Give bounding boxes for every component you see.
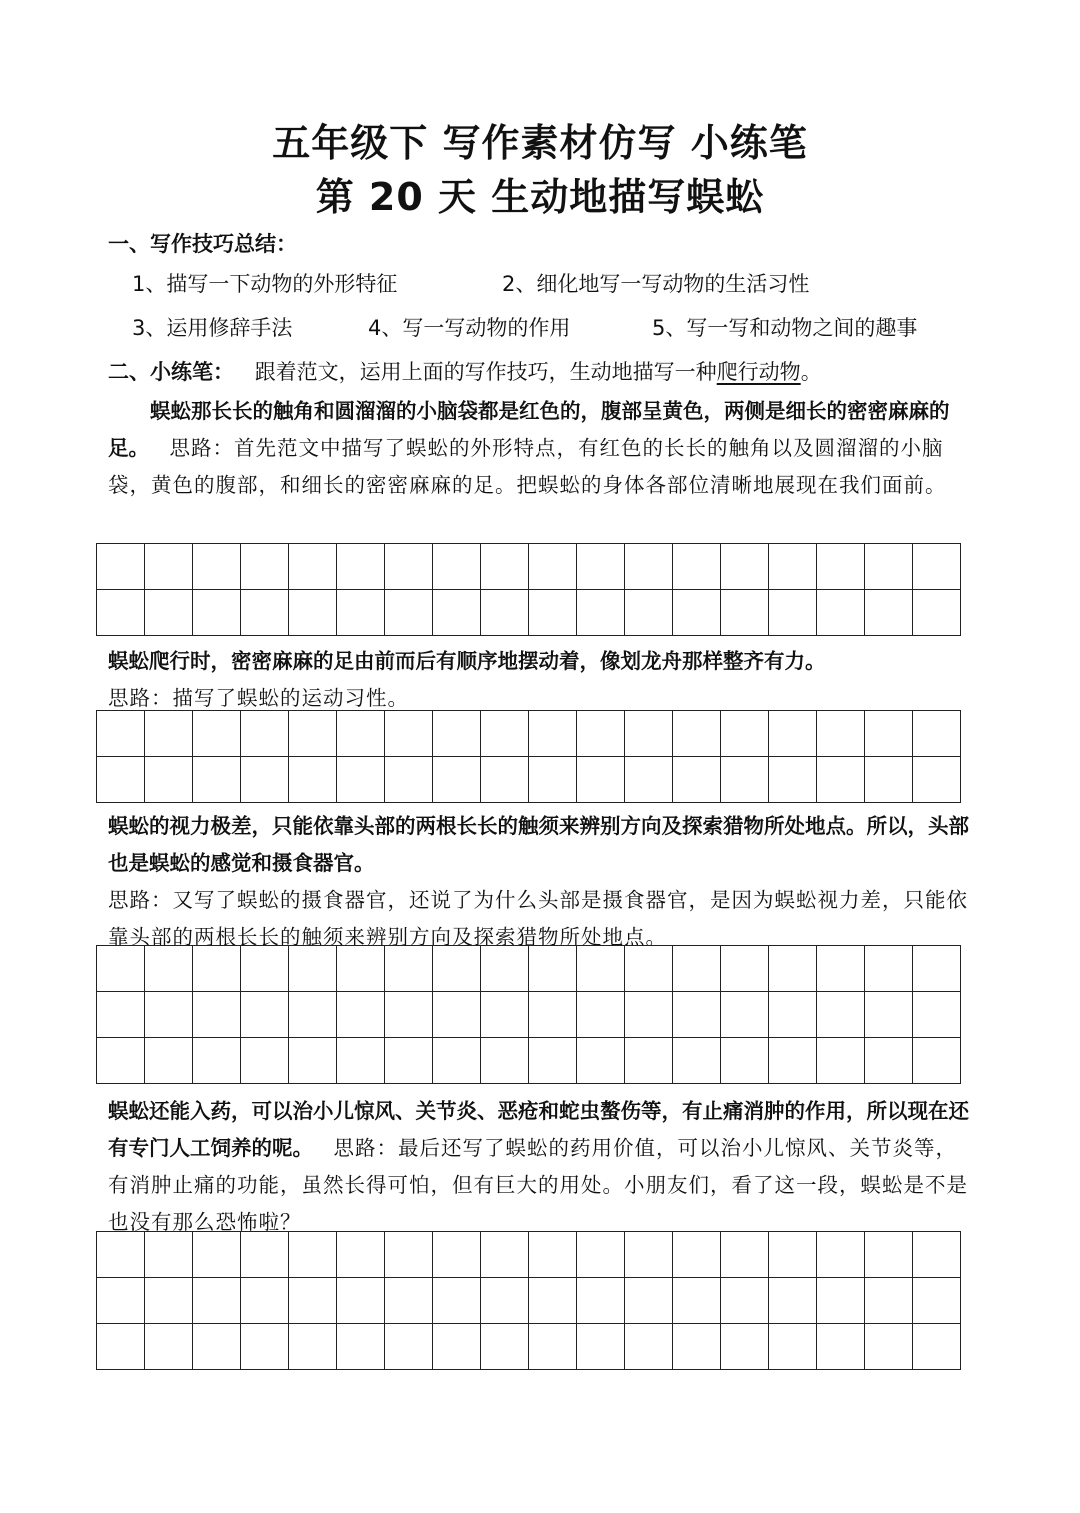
- tip-5: 5、写一写和动物之间的趣事: [652, 316, 918, 340]
- grid-cell[interactable]: [625, 1038, 673, 1084]
- grid-cell[interactable]: [769, 544, 817, 590]
- grid-cell[interactable]: [865, 590, 913, 636]
- grid-cell[interactable]: [817, 590, 865, 636]
- grid-row: [97, 1232, 961, 1278]
- grid-cell[interactable]: [913, 1324, 961, 1370]
- grid-cell[interactable]: [721, 757, 769, 803]
- grid-cell[interactable]: [577, 544, 625, 590]
- grid-cell[interactable]: [625, 946, 673, 992]
- grid-cell[interactable]: [625, 1232, 673, 1278]
- grid-cell[interactable]: [97, 590, 145, 636]
- grid-cell[interactable]: [337, 946, 385, 992]
- grid-cell[interactable]: [289, 1324, 337, 1370]
- grid-cell[interactable]: [673, 1232, 721, 1278]
- grid-cell[interactable]: [625, 544, 673, 590]
- grid-cell[interactable]: [481, 1278, 529, 1324]
- grid-cell[interactable]: [577, 946, 625, 992]
- grid-cell[interactable]: [769, 1278, 817, 1324]
- grid-row: [97, 946, 961, 992]
- paragraph-3-thought: 思路：又写了蜈蚣的摄食器官，还说了为什么头部是摄食器官，是因为蜈蚣视力差，只能依靠头部的两根长长的触须来辨别方向及探索猎物所处地点。: [108, 888, 968, 949]
- grid-cell[interactable]: [529, 711, 577, 757]
- grid-cell[interactable]: [913, 757, 961, 803]
- grid-cell[interactable]: [721, 1232, 769, 1278]
- grid-cell[interactable]: [145, 757, 193, 803]
- grid-cell[interactable]: [769, 1232, 817, 1278]
- grid-cell[interactable]: [241, 1324, 289, 1370]
- grid-cell[interactable]: [769, 1038, 817, 1084]
- tip-2: 2、细化地写一写动物的生活习性: [502, 272, 810, 296]
- grid-cell[interactable]: [193, 992, 241, 1038]
- grid-cell[interactable]: [529, 1278, 577, 1324]
- grid-cell[interactable]: [913, 544, 961, 590]
- paragraph-2-text: 蜈蚣爬行时，密密麻麻的足由前而后有顺序地摆动着，像划龙舟那样整齐有力。: [108, 649, 826, 673]
- grid-cell[interactable]: [97, 1324, 145, 1370]
- title-line-2: 第 20 天 生动地描写蜈蚣: [315, 175, 765, 219]
- grid-cell[interactable]: [865, 992, 913, 1038]
- paragraph-4-text: 蜈蚣还能入药，可以治小儿惊风、关节炎、恶疮和蛇虫螯伤等，有止痛消肿的作用，所以现在还有专门人工饲养的呢。: [108, 1099, 969, 1160]
- paragraph-1-thought: 思路：首先范文中描写了蜈蚣的外形特点，有红色的长长的触角以及圆溜溜的小脑袋，黄色的腹部，和细长的密密麻麻的足。把蜈蚣的身体各部位清晰地展现在我们面前。: [108, 436, 947, 497]
- grid-cell[interactable]: [145, 1232, 193, 1278]
- grid-cell[interactable]: [865, 946, 913, 992]
- grid-cell[interactable]: [433, 1278, 481, 1324]
- grid-cell[interactable]: [817, 1324, 865, 1370]
- section2-line: [108, 356, 822, 386]
- grid-cell[interactable]: [769, 1324, 817, 1370]
- grid-cell[interactable]: [241, 757, 289, 803]
- grid-cell[interactable]: [193, 757, 241, 803]
- grid-cell[interactable]: [673, 1278, 721, 1324]
- grid-row: [97, 1278, 961, 1324]
- grid-cell[interactable]: [721, 946, 769, 992]
- grid-cell[interactable]: [673, 757, 721, 803]
- section2-topic: 爬行动物: [716, 360, 801, 384]
- grid-cell[interactable]: [817, 1232, 865, 1278]
- grid-cell[interactable]: [241, 711, 289, 757]
- paragraph-4: [108, 1093, 974, 1241]
- grid-cell[interactable]: [145, 1278, 193, 1324]
- grid-cell[interactable]: [481, 1038, 529, 1084]
- grid-cell[interactable]: [337, 544, 385, 590]
- grid-cell[interactable]: [337, 1324, 385, 1370]
- grid-cell[interactable]: [625, 711, 673, 757]
- grid-cell[interactable]: [193, 1324, 241, 1370]
- grid-cell[interactable]: [289, 1232, 337, 1278]
- grid-cell[interactable]: [289, 946, 337, 992]
- grid-cell[interactable]: [385, 1232, 433, 1278]
- grid-cell[interactable]: [529, 544, 577, 590]
- grid-cell[interactable]: [721, 1324, 769, 1370]
- grid-cell[interactable]: [913, 1038, 961, 1084]
- grid-cell[interactable]: [433, 757, 481, 803]
- grid-cell[interactable]: [817, 544, 865, 590]
- grid-cell[interactable]: [97, 757, 145, 803]
- grid-cell[interactable]: [721, 590, 769, 636]
- grid-cell[interactable]: [865, 711, 913, 757]
- grid-cell[interactable]: [913, 590, 961, 636]
- grid-cell[interactable]: [481, 590, 529, 636]
- grid-cell[interactable]: [289, 1038, 337, 1084]
- grid-cell[interactable]: [97, 711, 145, 757]
- grid-cell[interactable]: [193, 544, 241, 590]
- paragraph-2: [108, 643, 974, 717]
- grid-cell[interactable]: [817, 711, 865, 757]
- grid-cell[interactable]: [145, 590, 193, 636]
- grid-cell[interactable]: [769, 711, 817, 757]
- grid-cell[interactable]: [913, 1278, 961, 1324]
- grid-cell[interactable]: [193, 1278, 241, 1324]
- grid-cell[interactable]: [337, 1038, 385, 1084]
- grid-cell[interactable]: [721, 711, 769, 757]
- grid-cell[interactable]: [529, 757, 577, 803]
- grid-cell[interactable]: [529, 1038, 577, 1084]
- grid-cell[interactable]: [289, 544, 337, 590]
- grid-cell[interactable]: [385, 1038, 433, 1084]
- grid-cell[interactable]: [241, 590, 289, 636]
- grid-cell[interactable]: [481, 946, 529, 992]
- grid-cell[interactable]: [673, 711, 721, 757]
- grid-cell[interactable]: [721, 1038, 769, 1084]
- grid-cell[interactable]: [193, 1232, 241, 1278]
- paragraph-1: [108, 393, 974, 504]
- grid-cell[interactable]: [529, 946, 577, 992]
- grid-cell[interactable]: [433, 544, 481, 590]
- grid-cell[interactable]: [673, 1324, 721, 1370]
- grid-cell[interactable]: [817, 1278, 865, 1324]
- grid-cell[interactable]: [673, 992, 721, 1038]
- grid-cell[interactable]: [385, 992, 433, 1038]
- grid-cell[interactable]: [625, 1278, 673, 1324]
- grid-cell[interactable]: [145, 992, 193, 1038]
- grid-cell[interactable]: [433, 1232, 481, 1278]
- grid-row: [97, 1038, 961, 1084]
- grid-cell[interactable]: [769, 757, 817, 803]
- grid-cell[interactable]: [385, 1278, 433, 1324]
- grid-cell[interactable]: [433, 946, 481, 992]
- grid-cell[interactable]: [577, 757, 625, 803]
- grid-cell[interactable]: [145, 1038, 193, 1084]
- grid-cell[interactable]: [385, 757, 433, 803]
- grid-cell[interactable]: [289, 992, 337, 1038]
- paragraph-2-thought: 思路：描写了蜈蚣的运动习性。: [108, 686, 409, 710]
- grid-row: [97, 757, 961, 803]
- grid-cell[interactable]: [913, 946, 961, 992]
- grid-cell[interactable]: [433, 992, 481, 1038]
- section2-instruction-end: 。: [800, 360, 822, 384]
- grid-cell[interactable]: [577, 992, 625, 1038]
- grid-row: [97, 1324, 961, 1370]
- writing-grid-2[interactable]: [96, 710, 961, 803]
- grid-cell[interactable]: [673, 1038, 721, 1084]
- grid-cell[interactable]: [241, 1038, 289, 1084]
- grid-cell[interactable]: [481, 992, 529, 1038]
- grid-cell[interactable]: [817, 1038, 865, 1084]
- grid-cell[interactable]: [289, 757, 337, 803]
- grid-cell[interactable]: [241, 1278, 289, 1324]
- writing-grid-1[interactable]: [96, 543, 961, 636]
- grid-cell[interactable]: [865, 1278, 913, 1324]
- grid-cell[interactable]: [337, 757, 385, 803]
- grid-cell[interactable]: [481, 544, 529, 590]
- grid-cell[interactable]: [865, 1324, 913, 1370]
- grid-cell[interactable]: [433, 711, 481, 757]
- grid-cell[interactable]: [97, 1038, 145, 1084]
- grid-cell[interactable]: [97, 1278, 145, 1324]
- grid-cell[interactable]: [721, 1278, 769, 1324]
- grid-cell[interactable]: [625, 757, 673, 803]
- grid-cell[interactable]: [721, 544, 769, 590]
- grid-cell[interactable]: [337, 1278, 385, 1324]
- grid-cell[interactable]: [865, 1038, 913, 1084]
- grid-cell[interactable]: [865, 1232, 913, 1278]
- grid-cell[interactable]: [193, 946, 241, 992]
- grid-cell[interactable]: [241, 544, 289, 590]
- paragraph-1-text: 蜈蚣那长长的触角和圆溜溜的小脑袋都是红色的，腹部呈黄色，两侧是细长的密密麻麻的足。: [108, 399, 950, 460]
- grid-cell[interactable]: [625, 1324, 673, 1370]
- grid-cell[interactable]: [721, 992, 769, 1038]
- grid-cell[interactable]: [481, 1324, 529, 1370]
- grid-cell[interactable]: [673, 590, 721, 636]
- grid-cell[interactable]: [577, 1324, 625, 1370]
- grid-cell[interactable]: [577, 590, 625, 636]
- grid-cell[interactable]: [337, 992, 385, 1038]
- grid-cell[interactable]: [865, 544, 913, 590]
- grid-cell[interactable]: [193, 1038, 241, 1084]
- grid-cell[interactable]: [913, 711, 961, 757]
- grid-cell[interactable]: [673, 544, 721, 590]
- grid-cell[interactable]: [769, 590, 817, 636]
- grid-row: [97, 544, 961, 590]
- grid-cell[interactable]: [577, 1038, 625, 1084]
- grid-cell[interactable]: [97, 946, 145, 992]
- grid-cell[interactable]: [193, 711, 241, 757]
- grid-cell[interactable]: [289, 711, 337, 757]
- tip-4: 4、写一写动物的作用: [368, 316, 571, 340]
- writing-grid-4[interactable]: [96, 1231, 961, 1370]
- grid-cell[interactable]: [577, 1232, 625, 1278]
- tip-3: 3、运用修辞手法: [132, 316, 293, 340]
- grid-row: [97, 992, 961, 1038]
- paragraph-4-thought: 思路：最后还写了蜈蚣的药用价值，可以治小儿惊风、关节炎等，有消肿止痛的功能，虽然长得可怕，但有巨大的用处。小朋友们，看了这一段，蜈蚣是不是也没有那么恐怖啦？: [108, 1136, 968, 1234]
- grid-cell[interactable]: [673, 946, 721, 992]
- section2-heading: 二、小练笔：: [108, 360, 234, 384]
- grid-cell[interactable]: [97, 544, 145, 590]
- grid-cell[interactable]: [817, 946, 865, 992]
- grid-cell[interactable]: [97, 992, 145, 1038]
- grid-cell[interactable]: [769, 992, 817, 1038]
- grid-cell[interactable]: [529, 992, 577, 1038]
- grid-cell[interactable]: [625, 590, 673, 636]
- grid-cell[interactable]: [241, 946, 289, 992]
- grid-cell[interactable]: [481, 1232, 529, 1278]
- grid-cell[interactable]: [97, 1232, 145, 1278]
- grid-cell[interactable]: [433, 590, 481, 636]
- grid-cell[interactable]: [481, 757, 529, 803]
- grid-cell[interactable]: [385, 544, 433, 590]
- grid-cell[interactable]: [481, 711, 529, 757]
- grid-cell[interactable]: [337, 1232, 385, 1278]
- writing-grid-3[interactable]: [96, 945, 961, 1084]
- grid-cell[interactable]: [241, 1232, 289, 1278]
- grid-cell[interactable]: [865, 757, 913, 803]
- grid-cell[interactable]: [337, 711, 385, 757]
- grid-cell[interactable]: [289, 1278, 337, 1324]
- grid-cell[interactable]: [385, 946, 433, 992]
- grid-cell[interactable]: [145, 946, 193, 992]
- grid-row: [97, 711, 961, 757]
- paragraph-3: [108, 808, 974, 956]
- grid-cell[interactable]: [577, 1278, 625, 1324]
- grid-cell[interactable]: [145, 711, 193, 757]
- grid-cell[interactable]: [241, 992, 289, 1038]
- section2-instruction: 跟着范文，运用上面的写作技巧，生动地描写一种: [254, 360, 717, 384]
- grid-cell[interactable]: [385, 1324, 433, 1370]
- grid-cell[interactable]: [337, 590, 385, 636]
- grid-cell[interactable]: [529, 1232, 577, 1278]
- tip-1: 1、描写一下动物的外形特征: [132, 272, 398, 296]
- grid-cell[interactable]: [577, 711, 625, 757]
- grid-cell[interactable]: [529, 590, 577, 636]
- title-line-1: 五年级下 写作素材仿写 小练笔: [272, 121, 808, 165]
- grid-cell[interactable]: [817, 757, 865, 803]
- grid-cell[interactable]: [145, 1324, 193, 1370]
- grid-cell[interactable]: [433, 1038, 481, 1084]
- grid-cell[interactable]: [289, 590, 337, 636]
- grid-cell[interactable]: [385, 590, 433, 636]
- grid-cell[interactable]: [817, 992, 865, 1038]
- grid-cell[interactable]: [193, 590, 241, 636]
- grid-cell[interactable]: [529, 1324, 577, 1370]
- grid-cell[interactable]: [913, 1232, 961, 1278]
- grid-cell[interactable]: [433, 1324, 481, 1370]
- grid-row: [97, 590, 961, 636]
- grid-cell[interactable]: [913, 992, 961, 1038]
- grid-cell[interactable]: [385, 711, 433, 757]
- section1-heading: 一、写作技巧总结：: [108, 232, 297, 256]
- grid-cell[interactable]: [625, 992, 673, 1038]
- grid-cell[interactable]: [769, 946, 817, 992]
- paragraph-3-text: 蜈蚣的视力极差，只能依靠头部的两根长长的触须来辨别方向及探索猎物所处地点。所以，头部也是蜈蚣的感觉和摄食器官。: [108, 814, 969, 875]
- grid-cell[interactable]: [145, 544, 193, 590]
